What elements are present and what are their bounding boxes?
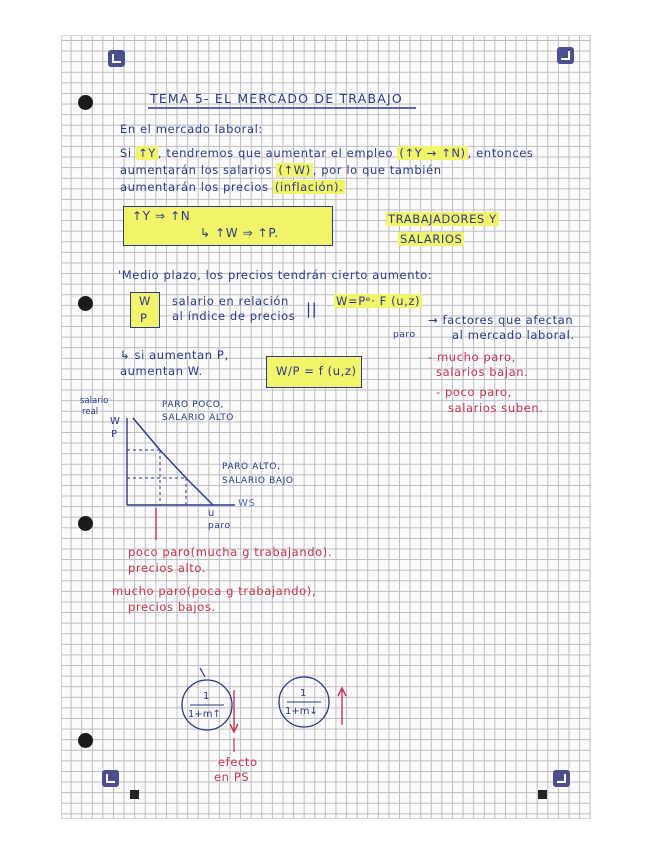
- factors-text: al mercado laboral.: [452, 328, 575, 342]
- note-low-unemployment: salarios suben.: [448, 401, 544, 415]
- graph-y-symbol: P: [111, 429, 118, 440]
- formula-line: ↳ ↑W ⇒ ↑P.: [200, 226, 279, 240]
- real-wage-symbol-top: W: [139, 294, 151, 308]
- paragraph-line: aumentarán los precios (inflación).: [120, 180, 344, 194]
- graph-point-label: SALARIO BAJO: [222, 476, 294, 486]
- paragraph-line: Si ↑Y , tendremos que aumentar el empleo (↑Y → ↑N) , entonces: [120, 146, 534, 160]
- paro-label: paro: [393, 330, 416, 340]
- circle-fraction-top: 1: [203, 691, 210, 702]
- graph-y-axis-label: salario: [80, 396, 109, 406]
- separator: ||: [306, 300, 318, 318]
- real-wage-symbol-bottom: P: [140, 311, 148, 325]
- factors-text: → factores que afectan: [428, 313, 574, 327]
- topic-label: SALARIOS: [400, 232, 463, 246]
- graph-x-axis-label: paro: [208, 521, 231, 531]
- paragraph-line: aumentarán los salarios (↑W) , por lo que también: [120, 163, 442, 177]
- intro-text: En el mercado laboral:: [120, 122, 263, 136]
- paragraph-line: ↳ si aumentan P,: [120, 348, 229, 362]
- circle-fraction-bottom: 1+m↓: [285, 706, 318, 717]
- red-note: poco paro(mucha g trabajando).: [128, 545, 333, 559]
- red-note: precios alto.: [128, 561, 207, 575]
- graph-point-label: PARO ALTO,: [222, 462, 281, 472]
- wage-setting-equation: W/P = f (u,z): [276, 364, 357, 378]
- wage-equation: W=Pᵉ· F (u,z): [336, 294, 421, 308]
- graph-x-symbol: u: [208, 508, 215, 519]
- red-note: precios bajos.: [128, 600, 216, 614]
- page-title: TEMA 5- EL MERCADO DE TRABAJO: [150, 91, 403, 106]
- effect-label: efecto: [218, 755, 258, 769]
- paragraph-line: aumentan W.: [120, 364, 203, 378]
- red-note: mucho paro(poca g trabajando),: [112, 584, 317, 598]
- graph-curve-label: WS: [238, 498, 256, 509]
- circle-fraction-bottom: 1+m↑: [188, 709, 221, 720]
- graph-point-label: PARO POCO,: [162, 400, 224, 410]
- effect-label: en PS: [214, 770, 250, 784]
- note-high-unemployment: - mucho paro,: [428, 350, 516, 364]
- graph-y-symbol: W: [110, 416, 121, 427]
- formula-line: ↑Y ⇒ ↑N: [132, 209, 191, 223]
- note-low-unemployment: - poco paro,: [436, 385, 512, 399]
- medium-term-text: 'Medio plazo, los precios tendrán cierto aumento:: [118, 268, 433, 282]
- topic-label: TRABAJADORES Y: [388, 212, 497, 226]
- note-high-unemployment: salarios bajan.: [436, 365, 529, 379]
- graph-y-axis-label: real: [82, 407, 99, 417]
- real-wage-desc: al índice de precios: [172, 309, 296, 323]
- graph-point-label: SALARIO ALTO: [162, 413, 234, 423]
- real-wage-desc: salario en relación: [172, 294, 289, 308]
- circle-fraction-top: 1: [300, 688, 307, 699]
